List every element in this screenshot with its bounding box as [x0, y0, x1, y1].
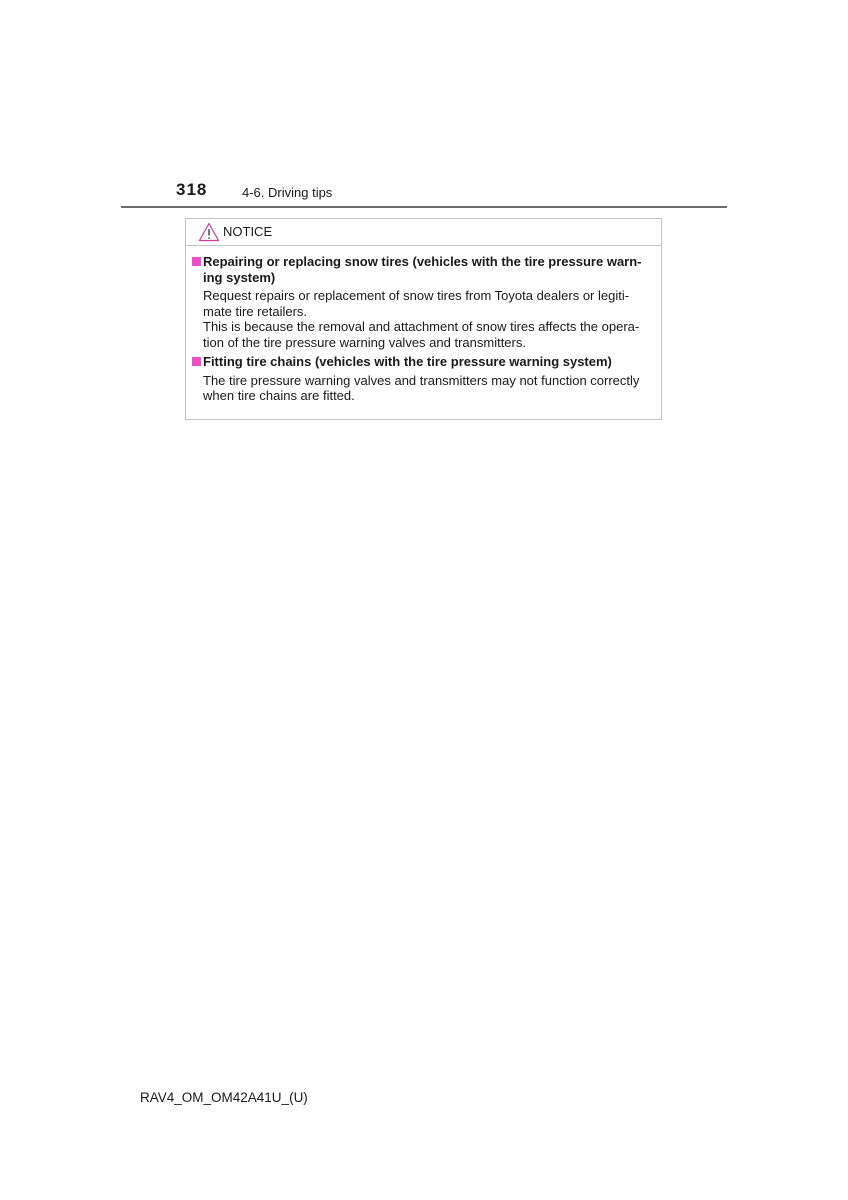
item-heading [190, 254, 651, 285]
item-text [190, 373, 651, 404]
notice-box [185, 218, 662, 420]
item-text-line: when tire chains are fitted. [203, 388, 355, 403]
item-heading-line: Fitting tire chains (vehicles with the tire pressure warning system) [203, 354, 612, 369]
item-text-line: tion of the tire pressure warning valves and transmitters. [203, 334, 526, 350]
notice-item-snow-tires [190, 254, 651, 350]
footer-code: RAV4_OM_OM42A41U_(U) [140, 1090, 308, 1105]
item-text-line: This is because the removal and attachment of snow tires affects the opera- [203, 319, 640, 334]
notice-item-tire-chains [190, 354, 651, 404]
item-text-line: Request repairs or replacement of snow tires from Toyota dealers or legiti- [203, 288, 630, 303]
item-text-line: mate tire retailers. [203, 303, 308, 319]
item-text [190, 288, 651, 350]
item-text-line: The tire pressure warning valves and transmitters may not function correctly [203, 372, 640, 388]
notice-body [186, 246, 661, 404]
warning-triangle-icon [198, 222, 220, 242]
notice-header [186, 219, 661, 246]
bullet-square-icon [192, 257, 201, 266]
bullet-square-icon [192, 357, 201, 366]
notice-label: NOTICE [223, 224, 273, 239]
item-heading-line: Repairing or replacing snow tires (vehicles with the tire pressure warn- [203, 254, 642, 269]
item-heading-line: ing system) [203, 269, 276, 285]
section-title: 4-6. Driving tips [242, 185, 333, 200]
item-heading [190, 354, 651, 370]
header-rule [121, 206, 727, 208]
page-number: 318 [176, 180, 208, 199]
